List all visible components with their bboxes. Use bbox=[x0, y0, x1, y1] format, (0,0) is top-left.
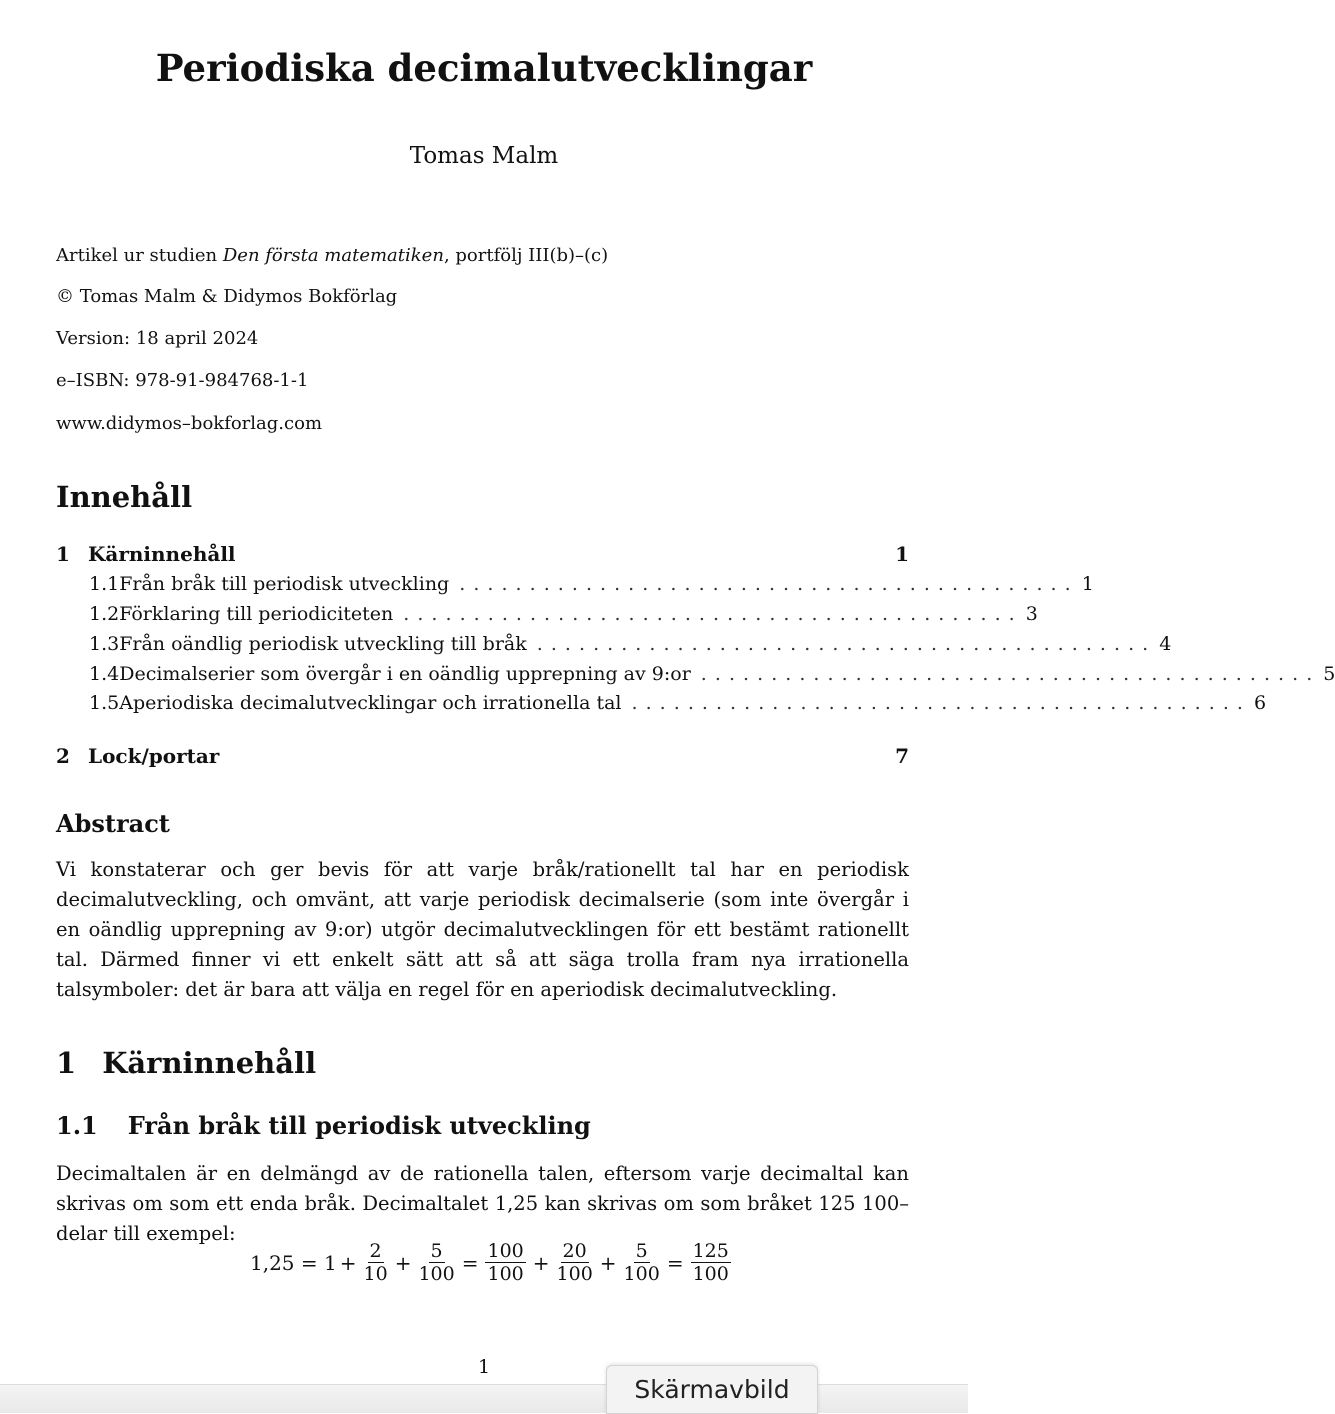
plus-sign: + bbox=[394, 1250, 412, 1275]
toc-entry-title: Decimalserier som övergår i en oändlig upprepning av 9:or bbox=[119, 663, 691, 685]
body-paragraph: Decimaltalen är en delmängd av de rationella talen, eftersom varje decimaltal kan skrivas om som ett enda bråk. Decimaltalet 1,25 kan skrivas om som bråket 125 100–delar till exempel: bbox=[56, 1162, 909, 1245]
toc-entry-page: 3 bbox=[1025, 603, 1038, 625]
numerator: 125 bbox=[692, 1240, 729, 1262]
abstract-heading: Abstract bbox=[56, 809, 170, 838]
study-name: Den första matematiken bbox=[222, 245, 444, 266]
toc-entry-number: 1.3 bbox=[89, 633, 120, 655]
plus-sign: + bbox=[339, 1250, 357, 1275]
numerator: 100 bbox=[487, 1240, 524, 1262]
section-heading-1 bbox=[56, 1046, 316, 1080]
denominator: 10 bbox=[363, 1263, 388, 1285]
abstract-text: Vi konstaterar och ger bevis för att varje bråk/rationellt tal har en periodisk decimalutveckling, och omvänt, att varje periodisk decimalserie (som inte övergår i en oändlig upprepning av 9:or) utgör decimalutvecklingen för ett bestämt rationellt tal. Därmed finner vi ett enkelt sätt att så att säga trolla fram nya irrationella talsymboler: det är bara att välja en regel för en aperiodisk decimalutveckling. bbox=[56, 858, 909, 1001]
author-name: Tomas Malm bbox=[409, 143, 559, 169]
subsection-number: 1.1 bbox=[56, 1111, 98, 1140]
toc-entry-title: Från bråk till periodisk utveckling bbox=[119, 573, 450, 595]
document-title: Periodiska decimalutvecklingar bbox=[155, 46, 813, 90]
article-suffix: , portfölj III(b)–(c) bbox=[443, 245, 609, 266]
toc-entry-number: 1.1 bbox=[89, 573, 120, 595]
section-number: 1 bbox=[56, 1046, 77, 1080]
fraction-1 bbox=[364, 1240, 388, 1285]
equation-lhs: 1,25 = 1 bbox=[250, 1250, 337, 1275]
toc-entry-title: Aperiodiska decimalutvecklingar och irrationella tal bbox=[119, 692, 622, 714]
toc-entry-number: 1.5 bbox=[89, 692, 120, 714]
subsection-heading-1-1 bbox=[56, 1111, 591, 1140]
page-number: 1 bbox=[477, 1356, 491, 1378]
fraction-5 bbox=[624, 1240, 660, 1285]
denominator: 100 bbox=[556, 1263, 593, 1285]
isbn-line: e–ISBN: 978-91-984768-1-1 bbox=[56, 370, 309, 391]
toc-entry-1-3[interactable] bbox=[89, 633, 1172, 655]
toc-entry-title: Förklaring till periodiciteten bbox=[119, 603, 394, 625]
screenshot-tooltip[interactable]: Skärmavbild bbox=[606, 1365, 818, 1414]
toc-entry-page: 6 bbox=[1253, 692, 1267, 714]
numerator: 5 bbox=[635, 1240, 648, 1262]
toc-leader-dots: . . . . . . . . . . . . . . . . . . . . . . . . . . . . . . . . . . . . . . . . . . . . bbox=[631, 692, 1244, 714]
denominator: 100 bbox=[623, 1263, 660, 1285]
copyright-line bbox=[56, 286, 397, 307]
equals-sign: = bbox=[666, 1250, 684, 1275]
numerator: 2 bbox=[369, 1240, 382, 1262]
toc-entry-1-2[interactable] bbox=[89, 603, 1038, 625]
window-bottom-bar bbox=[0, 1384, 968, 1413]
toc-heading: Innehåll bbox=[56, 480, 193, 514]
toc-entry-section-2[interactable] bbox=[56, 744, 909, 768]
copyright-icon: © bbox=[56, 286, 74, 307]
toc-leader-dots: . . . . . . . . . . . . . . . . . . . . . . . . . . . . . . . . . . . . . . . . . . . . bbox=[536, 633, 1150, 655]
denominator: 100 bbox=[487, 1263, 524, 1285]
equals-sign: = bbox=[461, 1250, 479, 1275]
article-source bbox=[56, 245, 608, 266]
fraction-6 bbox=[691, 1240, 731, 1285]
toc-entry-title: Lock/portar bbox=[88, 744, 220, 768]
denominator: 100 bbox=[418, 1263, 455, 1285]
toc-entry-1-5[interactable] bbox=[89, 692, 1267, 714]
toc-entry-page: 5 bbox=[1323, 663, 1335, 685]
toc-entry-1-4[interactable] bbox=[89, 663, 1335, 685]
website-link[interactable]: www.didymos–bokforlag.com bbox=[56, 413, 323, 434]
toc-entry-page: 7 bbox=[895, 744, 909, 768]
toc-entry-number: 1.4 bbox=[89, 663, 120, 685]
toc-leader-dots: . . . . . . . . . . . . . . . . . . . . . . . . . . . . . . . . . . . . . . . . . . . . bbox=[700, 663, 1314, 685]
fraction-3 bbox=[485, 1240, 525, 1285]
version-line: Version: 18 april 2024 bbox=[56, 328, 259, 349]
toc-entry-title: Kärninnehåll bbox=[88, 542, 236, 566]
numerator: 5 bbox=[430, 1240, 443, 1262]
plus-sign: + bbox=[532, 1250, 550, 1275]
toc-entry-number: 1 bbox=[56, 542, 70, 566]
fraction-2 bbox=[418, 1240, 454, 1285]
toc-entry-number: 1.2 bbox=[89, 603, 120, 625]
toc-entry-page: 1 bbox=[895, 542, 909, 566]
section-title: Kärninnehåll bbox=[102, 1046, 317, 1080]
toc-entry-page: 4 bbox=[1159, 633, 1172, 655]
display-equation bbox=[250, 1240, 735, 1285]
article-prefix: Artikel ur studien bbox=[56, 245, 223, 266]
toc-entry-1-1[interactable] bbox=[89, 573, 1094, 595]
denominator: 100 bbox=[692, 1263, 729, 1285]
toc-entry-number: 2 bbox=[56, 744, 70, 768]
toc-leader-dots: . . . . . . . . . . . . . . . . . . . . . . . . . . . . . . . . . . . . . . . . . . . . bbox=[403, 603, 1016, 625]
subsection-title: Från bråk till periodisk utveckling bbox=[127, 1111, 591, 1140]
copyright-text: Tomas Malm & Didymos Bokförlag bbox=[74, 286, 398, 307]
fraction-4 bbox=[557, 1240, 593, 1285]
plus-sign: + bbox=[599, 1250, 617, 1275]
toc-entry-title: Från oändlig periodisk utveckling till bråk bbox=[119, 633, 527, 655]
toc-entry-section-1[interactable] bbox=[56, 542, 909, 566]
numerator: 20 bbox=[562, 1240, 587, 1262]
toc-entry-page: 1 bbox=[1081, 573, 1094, 595]
toc-leader-dots: . . . . . . . . . . . . . . . . . . . . . . . . . . . . . . . . . . . . . . . . . . . . bbox=[459, 573, 1072, 595]
